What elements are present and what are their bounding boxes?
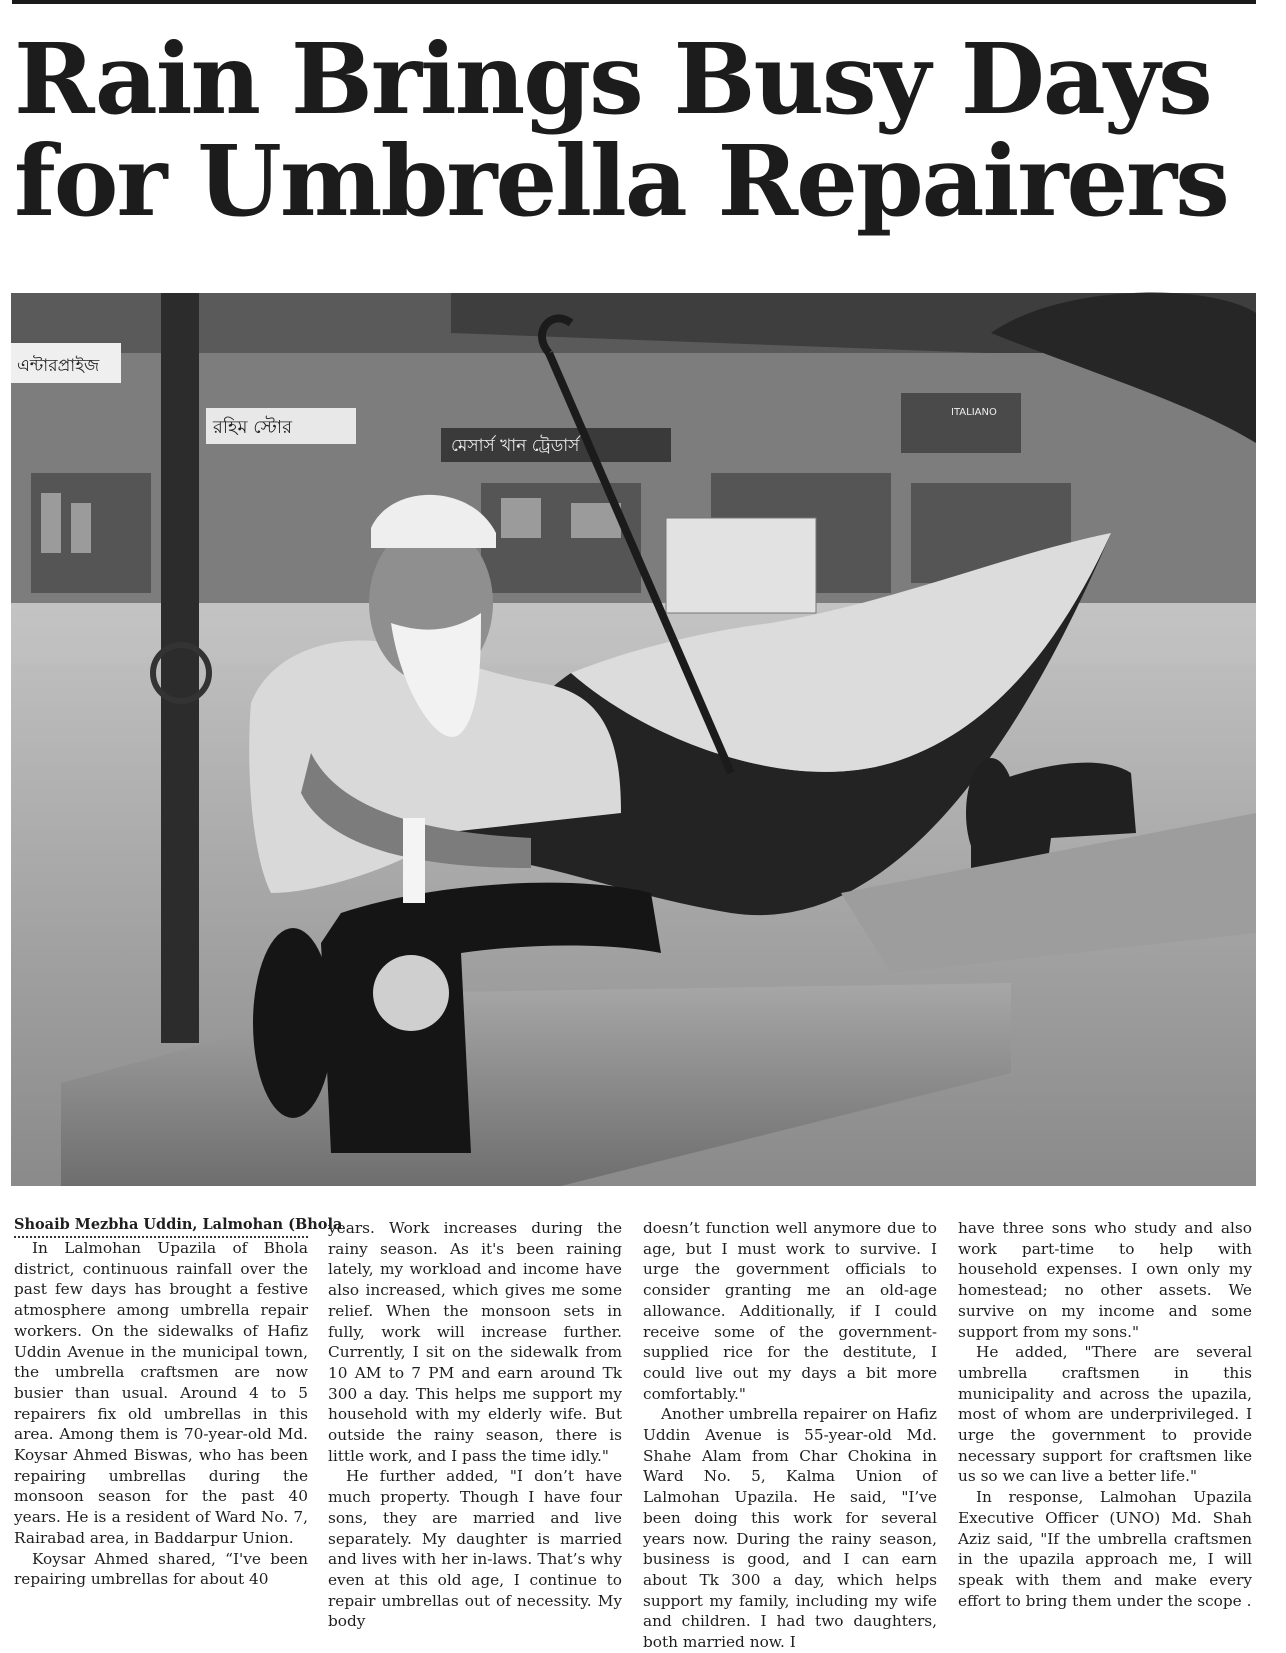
paragraph: In response, Lalmohan Upazila Executive Officer (UNO) Md. Shah Aziz said, "If the umbrella craftsmen in the upazila approach me, I will speak with them and make every effort to bring them under the scope . [958,1488,1252,1610]
paragraph: doesn’t function well anymore due to age, but I must work to survive. I urge the government officials to consider granting me an old-age allowance. Additionally, if I could receive some of the government-supplied rice for the destitute, I could live out my days a bit more comfortably." [643,1219,937,1403]
article-column-4 [958,1218,1252,1618]
paragraph: have three sons who study and also work part-time to help with household expenses. I own only my homestead; no other assets. We survive on my income and some support from my sons." [958,1219,1252,1341]
paragraph: Koysar Ahmed shared, “I've been repairing umbrellas for about 40 [14,1549,308,1589]
paragraph: He further added, "I don’t have much property. Though I have four sons, they are married and live separately. My daughter is married and lives with her in-laws. That’s why even at this old age, I continue to repair umbrellas out of necessity. My body [328,1467,622,1631]
paragraph: In Lalmohan Upazila of Bhola district, continuous rainfall over the past few days has brought a festive atmosphere among umbrella repair workers. On the sidewalks of Hafiz Uddin Avenue in the municipal town, the umbrella craftsmen are now busier than usual. Around 4 to 5 repairers fix old umbrellas in this area. Among them is 70-year-old Md. Koysar Ahmed Biswas, who has been repairing umbrellas during the monsoon season for the past 40 years. He is a resident of Ward No. 7, Rairabad area, in Baddarpur Union. [14,1239,308,1547]
shop-sign-2: রহিম স্টোর [213,417,292,438]
top-rule [12,0,1256,4]
article-column-3 [643,1218,937,1652]
article-column-1 [14,1238,308,1618]
paragraph: Another umbrella repairer on Hafiz Uddin Avenue is 55-year-old Md. Shahe Alam from Char Chokina in Ward No. 5, Kalma Union of Lalmohan Upazila. He said, "I’ve been doing this work for several years now. During the rainy season, business is good, and I can earn about Tk 300 a day, which helps support my family, including my wife and children. I had two daughters, both married now. I [643,1405,937,1652]
shop-sign-4: ITALIANO [951,407,997,418]
article-column-2 [328,1218,622,1631]
paragraph: He added, "There are several umbrella craftsmen in this municipality and across the upazila, most of whom are underprivileged. I urge the government to provide necessary support for craftsmen like us so we can live a better life." [958,1343,1252,1486]
shop-sign-3: মেসার্স খান ট্রেডার্স [451,436,580,456]
headline-line-2: for Umbrella Repairers [14,124,1228,238]
shop-sign-1: এন্টারপ্রাইজ [17,356,100,376]
paragraph: years. Work increases during the rainy season. As it's been raining lately, my workload and income have also increased, which gives me some relief. When the monsoon sets in fully, work will increase further. Currently, I sit on the sidewalk from 10 AM to 7 PM and earn around Tk 300 a day. This helps me support my household with my elderly wife. But outside the rainy season, there is little work, and I pass the time idly." [328,1219,622,1465]
article-photo [11,293,1256,1186]
byline: Shoaib Mezbha Uddin, Lalmohan (Bhola [14,1216,343,1233]
headline [14,22,1264,238]
headline-line-1: Rain Brings Busy Days [14,22,1211,136]
